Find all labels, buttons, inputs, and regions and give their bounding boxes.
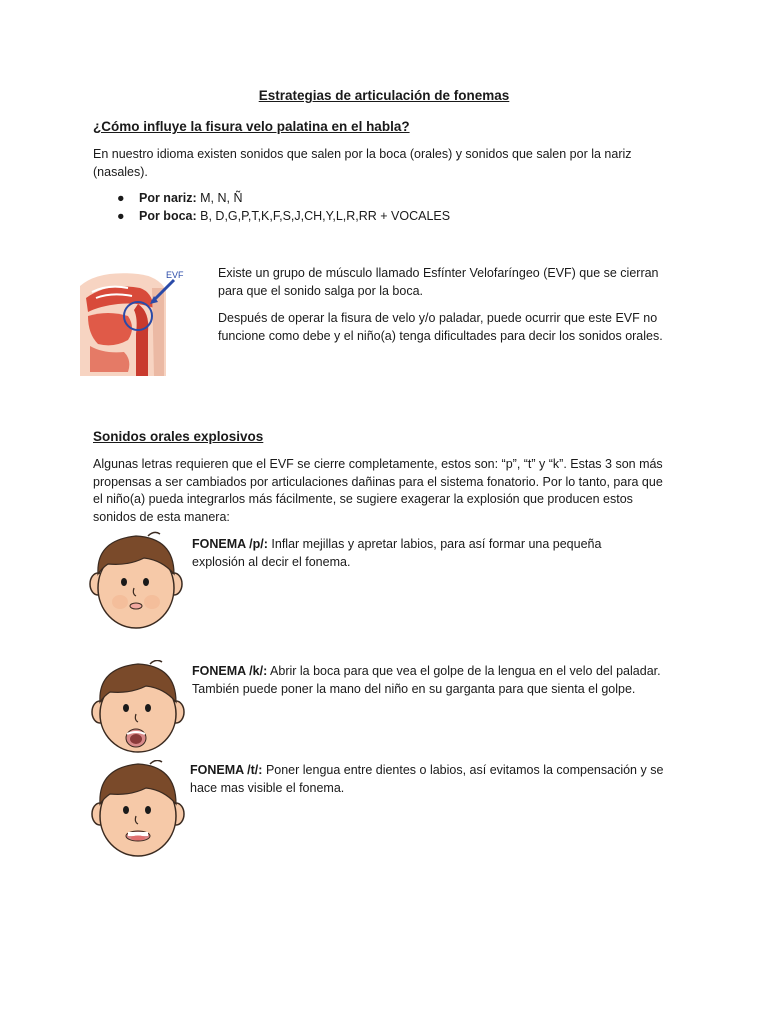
phoneme-label: FONEMA /p/: [192,537,268,551]
phoneme-label: FONEMA /t/: [190,763,263,777]
bullet-text: B, D,G,P,T,K,F,S,J,CH,Y,L,R,RR + VOCALES [200,208,451,223]
phoneme-text: Abrir la boca para que vea el golpe de la lengua en el velo del paladar. También puede poner la mano del niño en su garganta para que sienta el golpe. [192,664,661,696]
section1-intro: En nuestro idioma existen sonidos que salen por la boca (orales) y sonidos que salen por la nariz (nasales). [93,147,632,179]
document-title: Estrategias de articulación de fonemas [258,88,510,103]
phoneme-k-description [192,663,682,698]
section2-heading: Sonidos orales explosivos [93,429,264,444]
list-item [117,190,677,208]
evf-paragraph-2: Después de operar la fisura de velo y/o paladar, puede ocurrir que este EVF no funcione como debe y el niño(a) tenga dificultades para decir los sonidos orales. [218,311,663,343]
section1-heading: ¿Cómo influye la fisura velo palatina en el habla? [93,119,410,134]
bullet-label: Por boca: [139,208,197,223]
phoneme-label: FONEMA /k/: [192,664,268,678]
child-face-k-illustration [90,660,186,756]
sound-type-list [117,190,677,225]
evf-diagram-label: EVF [166,270,184,280]
phoneme-text: Poner lengua entre dientes o labios, así evitamos la compensación y se hace mas visible el fonema. [190,763,664,795]
bullet-icon: ● [117,191,125,205]
bullet-text: M, N, Ñ [200,191,243,205]
phoneme-t-description [190,762,670,797]
phoneme-p-description [192,536,652,571]
bullet-icon: ● [117,208,125,223]
list-item [117,208,677,226]
child-face-t-illustration [90,760,186,860]
section2-intro: Algunas letras requieren que el EVF se cierre completamente, estos son: “p”, “t” y “k”. Estas 3 son más propensas a ser cambiados por articulaciones dañinas para el sistema fonatorio. Por lo tanto, para que el niño(a) pueda integrarlos más fácilmente, se sugiere exagerar la explosión que producen estos sonidos de esta manera: [93,457,663,524]
evf-paragraph-1: Existe un grupo de músculo llamado Esfínter Velofaríngeo (EVF) que se cierran para que el sonido salga por la boca. [218,266,659,298]
bullet-label: Por nariz: [139,191,197,205]
velopharyngeal-anatomy-diagram [78,268,190,376]
phoneme-text: Inflar mejillas y apretar labios, para así formar una pequeña explosión al decir el fonema. [192,537,602,569]
child-face-p-illustration [88,530,184,630]
